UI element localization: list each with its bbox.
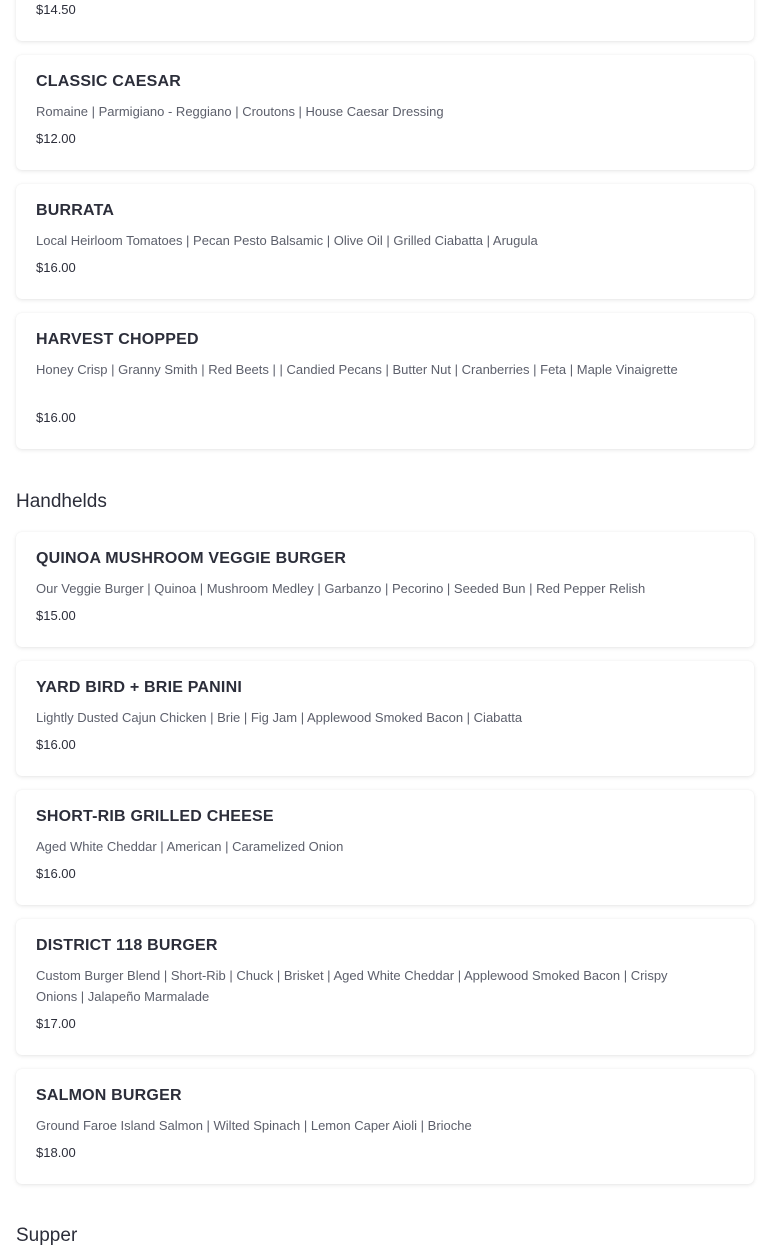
menu-item-card[interactable] [16, 55, 754, 170]
item-price: $12.00 [36, 131, 76, 146]
item-name: YARD BIRD + BRIE PANINI [36, 679, 242, 696]
section-title-handhelds: Handhelds [16, 491, 107, 512]
item-price: $15.00 [36, 608, 76, 623]
item-description: Honey Crisp | Granny Smith | Red Beets | | Candied Pecans | Butter Nut | Cranberries | Feta | Maple Vinaigrette [36, 362, 678, 377]
item-name: QUINOA MUSHROOM VEGGIE BURGER [36, 550, 347, 567]
item-price: $16.00 [36, 410, 76, 425]
item-name: HARVEST CHOPPED [36, 331, 199, 348]
item-description: Custom Burger Blend | Short-Rib | Chuck | Brisket | Aged White Cheddar | Applewood Smoked Bacon | Crispy Onions | Jalapeño Marmalade [36, 968, 668, 1004]
menu-item-card[interactable] [16, 532, 754, 647]
item-price: $16.00 [36, 260, 76, 275]
menu-item-card[interactable] [16, 184, 754, 299]
item-name: BURRATA [36, 202, 115, 219]
menu-item-card[interactable] [16, 661, 754, 776]
item-description: Aged White Cheddar | American | Caramelized Onion [36, 839, 344, 854]
menu-item-card[interactable] [16, 0, 754, 41]
item-price: $17.00 [36, 1016, 76, 1031]
item-price: $14.50 [36, 2, 76, 17]
item-description: Ground Faroe Island Salmon | Wilted Spinach | Lemon Caper Aioli | Brioche [36, 1118, 472, 1133]
item-name: SHORT-RIB GRILLED CHEESE [36, 808, 274, 825]
menu-item-card[interactable] [16, 790, 754, 905]
menu-item-card[interactable] [16, 919, 754, 1055]
item-name: SALMON BURGER [36, 1087, 182, 1104]
item-description: Lightly Dusted Cajun Chicken | Brie | Fig Jam | Applewood Smoked Bacon | Ciabatta [36, 710, 523, 725]
item-price: $16.00 [36, 737, 76, 752]
menu-item-card[interactable] [16, 1069, 754, 1184]
item-description: Romaine | Parmigiano - Reggiano | Croutons | House Caesar Dressing [36, 104, 444, 119]
item-price: $18.00 [36, 1145, 76, 1160]
item-description: Our Veggie Burger | Quinoa | Mushroom Medley | Garbanzo | Pecorino | Seeded Bun | Red Pepper Relish [36, 581, 646, 596]
item-price: $16.00 [36, 866, 76, 881]
item-name: CLASSIC CAESAR [36, 73, 182, 90]
menu-item-card[interactable] [16, 313, 754, 449]
section-title-supper: Supper [16, 1225, 78, 1246]
item-name: DISTRICT 118 BURGER [36, 937, 218, 954]
item-description: Local Heirloom Tomatoes | Pecan Pesto Balsamic | Olive Oil | Grilled Ciabatta | Arugula [36, 233, 538, 248]
